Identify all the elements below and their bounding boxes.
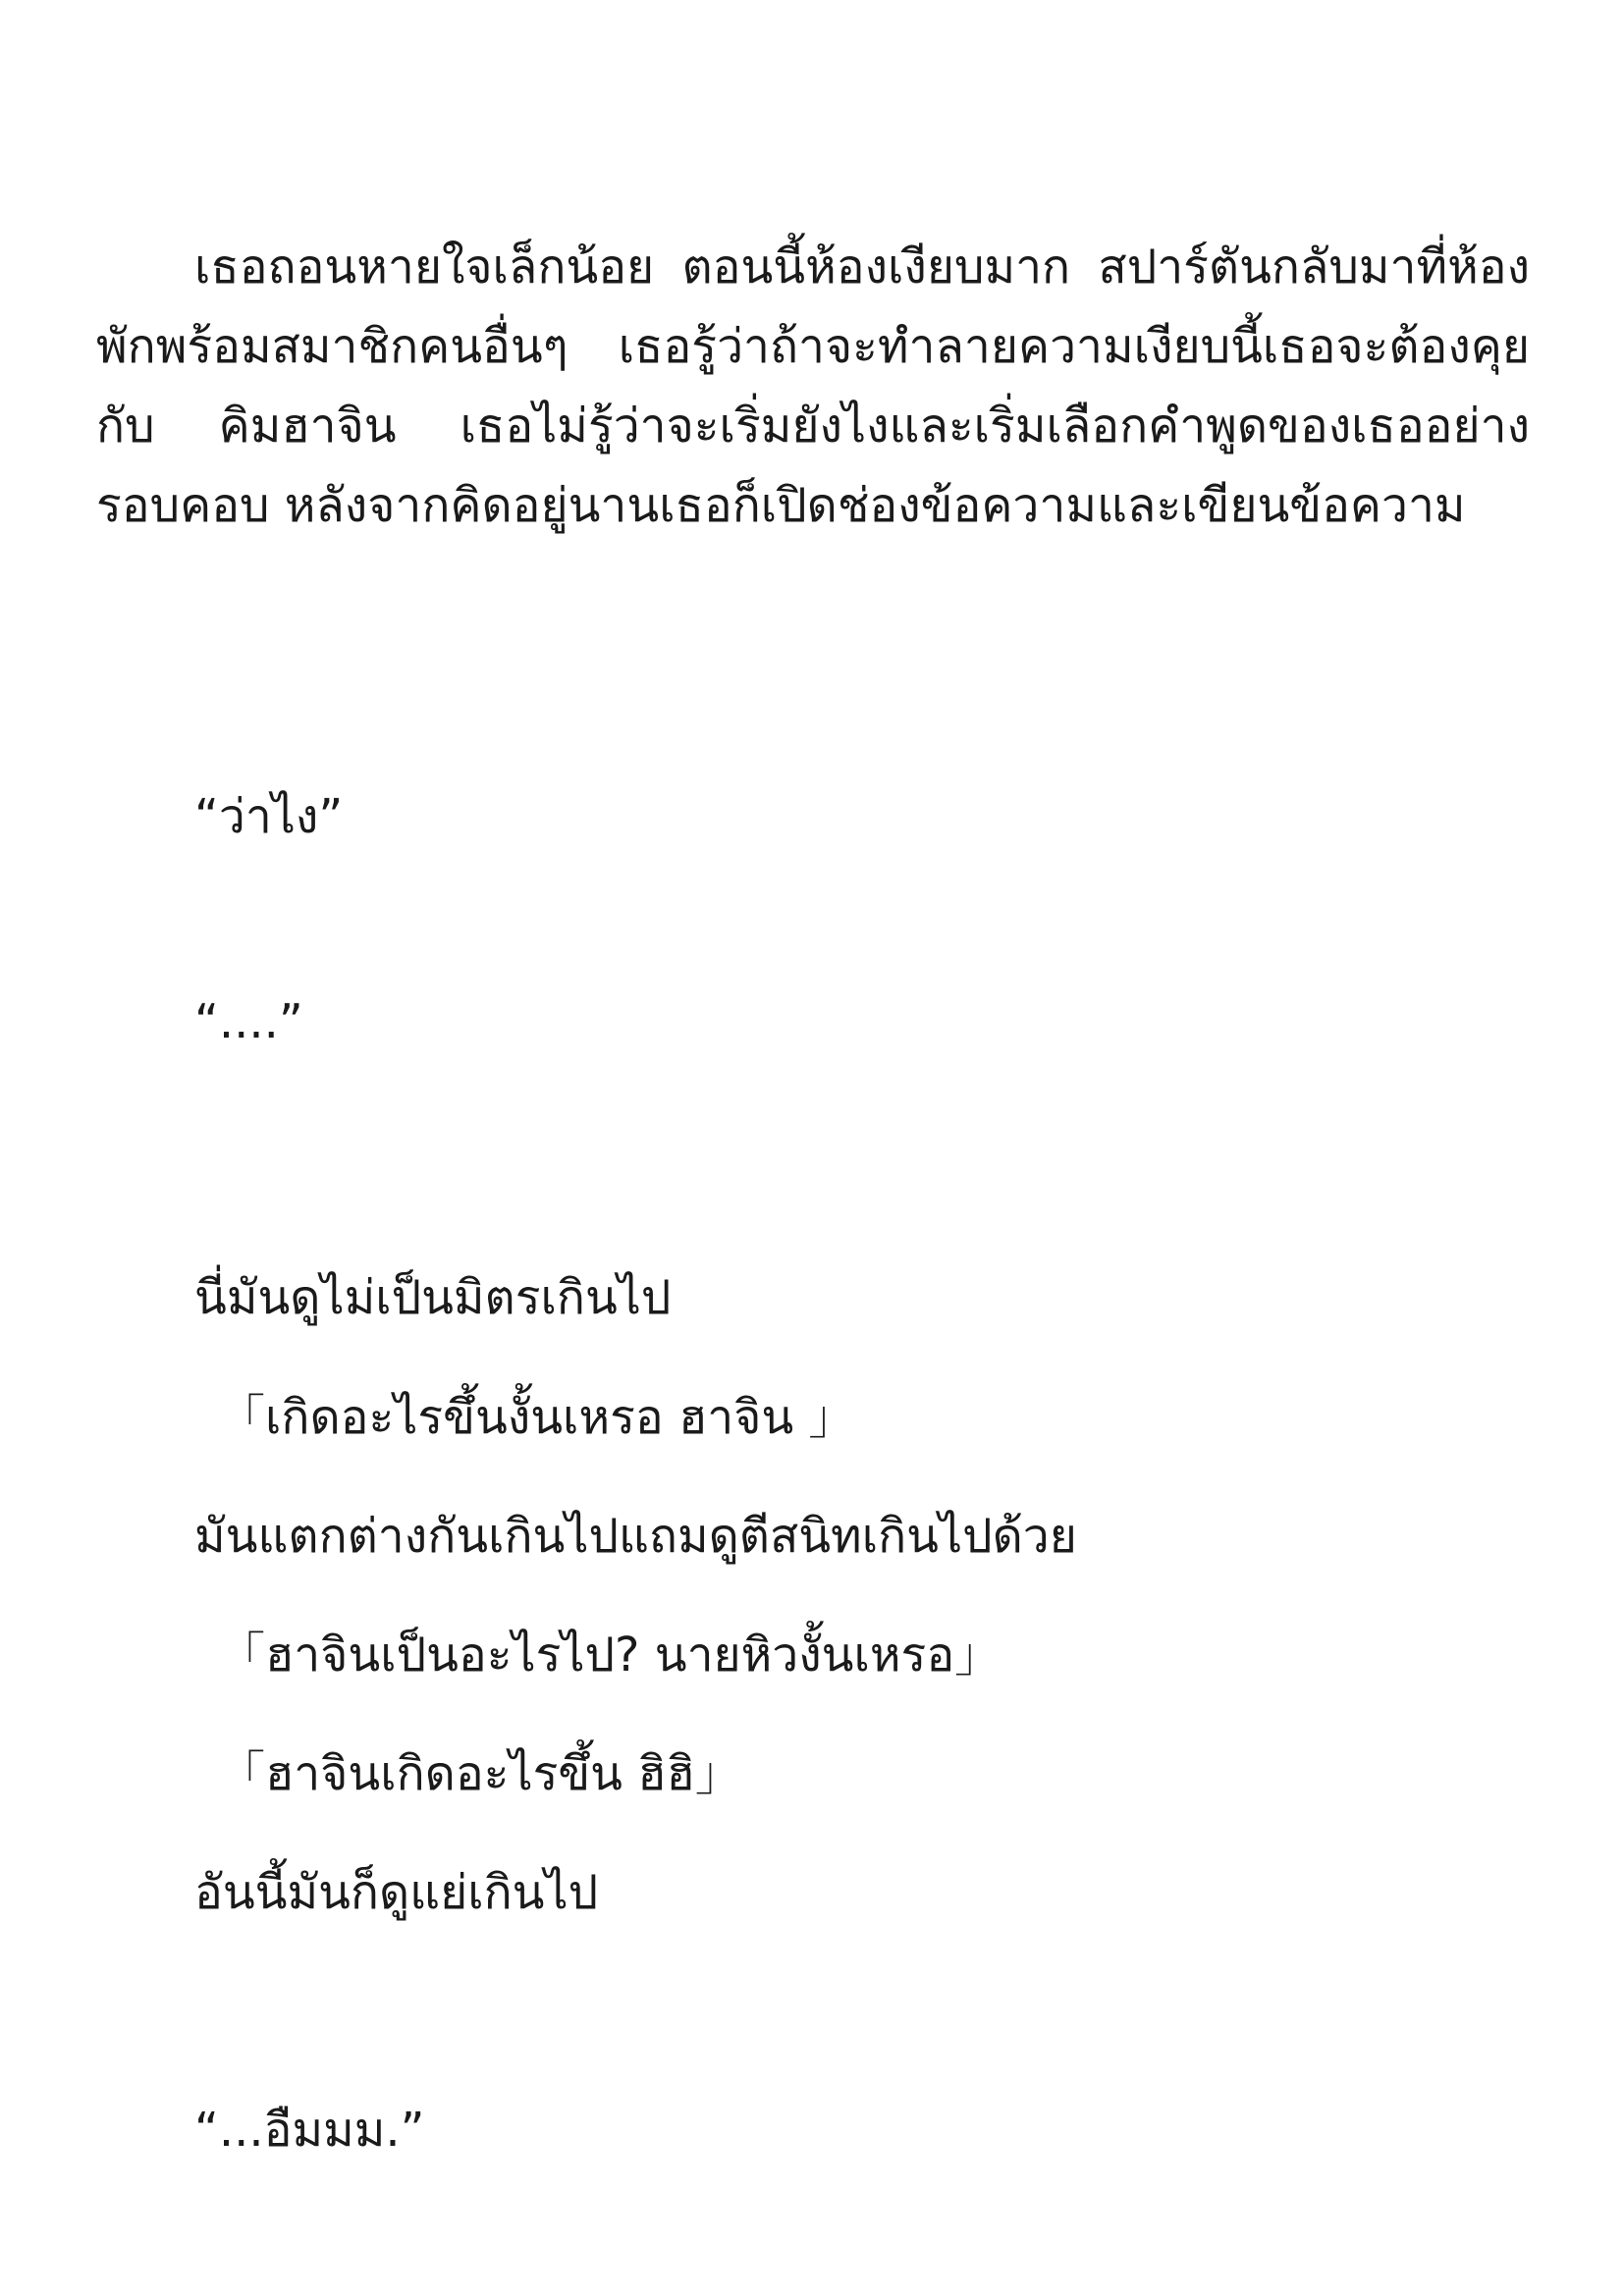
dialogue-line: “....”	[194, 994, 303, 1049]
narration-line: นี่มันดูไม่เป็นมิตรเกินไป	[194, 1270, 672, 1325]
dialogue-line: “ว่าไง”	[194, 789, 344, 844]
narrative-paragraph: เธอถอนหายใจเล็กน้อย ตอนนี้ห้องเงียบมาก สปาร์ตันกลับมาที่ห้องพักพร้อมสมาชิกคนอื่นๆ เธอรู้ว่าถ้าจะทำลายความเงียบนี้เธอจะต้องคุยกับ คิมฮาจิน เธอไม่รู้ว่าจะเริ่มยังไงและเริ่มเลือกคำพูดของเธออย่างรอบคอบ หลังจากคิดอยู่นานเธอก็เปิดช่องข้อความและเขียนข้อความ	[96, 240, 1530, 533]
draft-message-line: 「ฮาจินเกิดอะไรขึ้น ฮิฮิ」	[218, 1746, 742, 1801]
draft-message-line: 「เกิดอะไรขึ้นงั้นเหรอ ฮาจิน 」	[218, 1390, 856, 1445]
dialogue-line: “...อืมมม.”	[194, 2103, 425, 2158]
narration-line: อันนี้มันก็ดูแย่เกินไป	[194, 1865, 599, 1920]
narration-line: มันแตกต่างกันเกินไปแถมดูตีสนิทเกินไปด้วย	[194, 1509, 1077, 1564]
draft-message-line: 「ฮาจินเป็นอะไรไป? นายหิวงั้นเหรอ」	[218, 1628, 1002, 1682]
